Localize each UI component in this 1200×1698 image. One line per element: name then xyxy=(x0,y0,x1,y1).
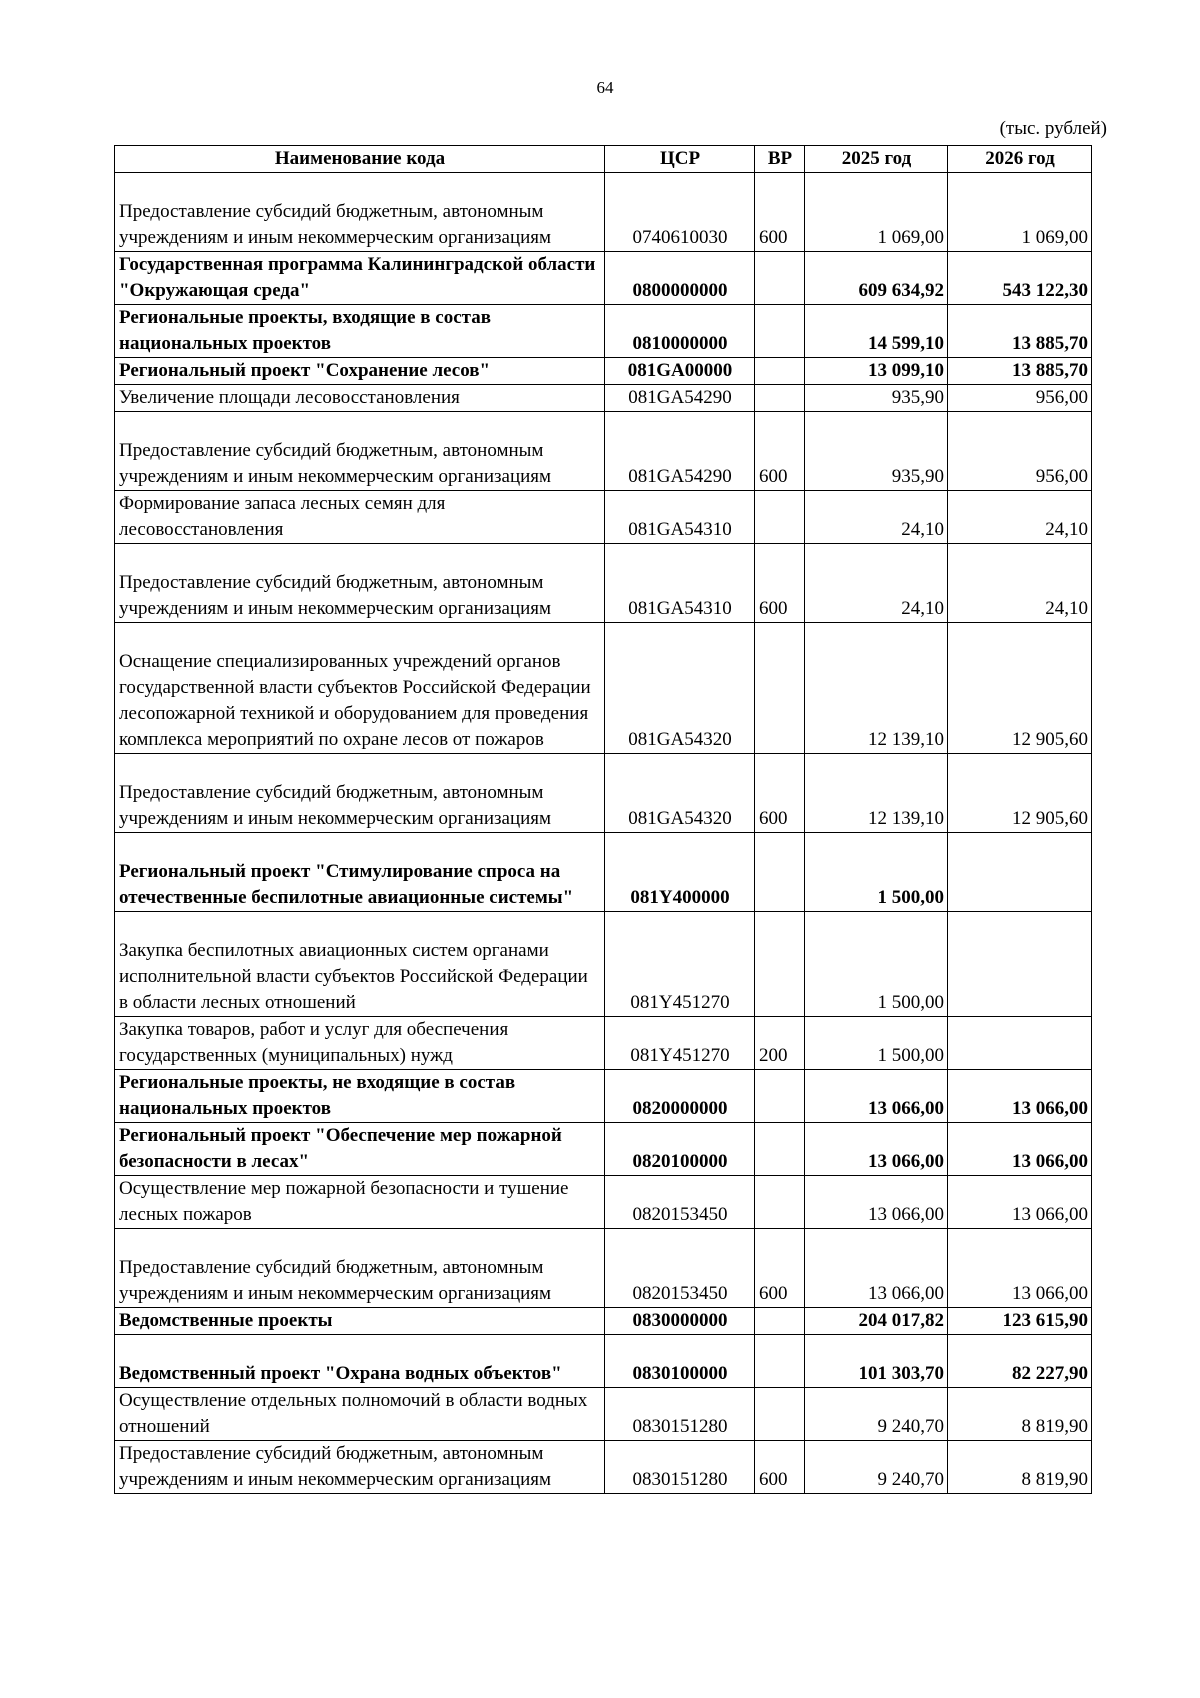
row-2025: 9 240,70 xyxy=(805,1388,948,1441)
table-row xyxy=(115,173,1092,252)
table-row xyxy=(115,623,1092,754)
row-2025: 1 500,00 xyxy=(805,833,948,912)
table-row xyxy=(115,412,1092,491)
row-vr xyxy=(755,912,805,1017)
row-2026 xyxy=(948,1017,1092,1070)
row-vr xyxy=(755,1176,805,1229)
row-csr: 081Y451270 xyxy=(605,912,755,1017)
row-csr: 081Y451270 xyxy=(605,1017,755,1070)
row-name: Региональные проекты, входящие в состав национальных проектов xyxy=(115,305,605,358)
row-2026: 956,00 xyxy=(948,385,1092,412)
table-row xyxy=(115,1441,1092,1494)
header-2026: 2026 год xyxy=(948,146,1092,173)
row-name: Закупка беспилотных авиационных систем органами исполнительной власти субъектов Российской Федерации в области лесных отношений xyxy=(115,912,605,1017)
row-2025: 1 500,00 xyxy=(805,912,948,1017)
row-2025: 13 066,00 xyxy=(805,1070,948,1123)
row-name: Предоставление субсидий бюджетным, автономным учреждениям и иным некоммерческим организациям xyxy=(115,754,605,833)
page-number: 64 xyxy=(596,78,614,97)
row-name: Ведомственные проекты xyxy=(115,1308,605,1335)
row-2025: 13 066,00 xyxy=(805,1229,948,1308)
header-csr: ЦСР xyxy=(605,146,755,173)
row-csr: 081GA54320 xyxy=(605,623,755,754)
row-2026: 13 066,00 xyxy=(948,1123,1092,1176)
row-vr: 600 xyxy=(755,412,805,491)
table-row xyxy=(115,1017,1092,1070)
row-2025: 12 139,10 xyxy=(805,623,948,754)
row-2026: 12 905,60 xyxy=(948,623,1092,754)
row-vr: 600 xyxy=(755,1229,805,1308)
row-csr: 0820153450 xyxy=(605,1176,755,1229)
row-name: Предоставление субсидий бюджетным, автономным учреждениям и иным некоммерческим организациям xyxy=(115,412,605,491)
row-csr: 0830000000 xyxy=(605,1308,755,1335)
row-2025: 9 240,70 xyxy=(805,1441,948,1494)
row-2026: 1 069,00 xyxy=(948,173,1092,252)
row-vr xyxy=(755,358,805,385)
row-csr: 081Y400000 xyxy=(605,833,755,912)
row-vr xyxy=(755,1308,805,1335)
row-vr xyxy=(755,252,805,305)
row-vr xyxy=(755,1388,805,1441)
row-vr: 600 xyxy=(755,544,805,623)
table-row xyxy=(115,754,1092,833)
table-row xyxy=(115,1123,1092,1176)
table-header-row xyxy=(115,146,1092,173)
row-2025: 12 139,10 xyxy=(805,754,948,833)
row-2026 xyxy=(948,833,1092,912)
row-csr: 081GA54310 xyxy=(605,544,755,623)
row-name: Региональный проект "Сохранение лесов" xyxy=(115,358,605,385)
row-csr: 0830151280 xyxy=(605,1388,755,1441)
row-csr: 0830151280 xyxy=(605,1441,755,1494)
header-vr: ВР xyxy=(755,146,805,173)
table-row xyxy=(115,833,1092,912)
table-row xyxy=(115,1070,1092,1123)
table-row xyxy=(115,912,1092,1017)
row-csr: 0830100000 xyxy=(605,1335,755,1388)
row-name: Предоставление субсидий бюджетным, автономным учреждениям и иным некоммерческим организациям xyxy=(115,1441,605,1494)
row-csr: 0800000000 xyxy=(605,252,755,305)
row-2025: 935,90 xyxy=(805,412,948,491)
row-2026: 13 066,00 xyxy=(948,1176,1092,1229)
table-row xyxy=(115,252,1092,305)
row-2026: 13 066,00 xyxy=(948,1229,1092,1308)
row-csr: 081GA54290 xyxy=(605,385,755,412)
row-2026: 82 227,90 xyxy=(948,1335,1092,1388)
table-row xyxy=(115,385,1092,412)
row-2026: 543 122,30 xyxy=(948,252,1092,305)
row-vr xyxy=(755,1335,805,1388)
row-vr xyxy=(755,385,805,412)
row-vr xyxy=(755,623,805,754)
row-2025: 13 099,10 xyxy=(805,358,948,385)
row-2026: 13 885,70 xyxy=(948,305,1092,358)
row-2026: 24,10 xyxy=(948,491,1092,544)
table-row xyxy=(115,358,1092,385)
row-vr xyxy=(755,833,805,912)
header-name: Наименование кода xyxy=(115,146,605,173)
table-row xyxy=(115,1335,1092,1388)
row-2025: 1 500,00 xyxy=(805,1017,948,1070)
row-csr: 0810000000 xyxy=(605,305,755,358)
row-name: Региональные проекты, не входящие в состав национальных проектов xyxy=(115,1070,605,1123)
row-vr xyxy=(755,305,805,358)
row-name: Региональный проект "Стимулирование спроса на отечественные беспилотные авиационные системы" xyxy=(115,833,605,912)
table-row xyxy=(115,1176,1092,1229)
row-name: Предоставление субсидий бюджетным, автономным учреждениям и иным некоммерческим организациям xyxy=(115,1229,605,1308)
row-name: Увеличение площади лесовосстановления xyxy=(115,385,605,412)
row-vr: 600 xyxy=(755,173,805,252)
units-note: (тыс. рублей) xyxy=(999,118,1107,139)
budget-table xyxy=(114,145,1092,1494)
row-vr: 600 xyxy=(755,1441,805,1494)
row-csr: 0820100000 xyxy=(605,1123,755,1176)
table-row xyxy=(115,1388,1092,1441)
row-2026: 13 885,70 xyxy=(948,358,1092,385)
row-2025: 13 066,00 xyxy=(805,1176,948,1229)
row-name: Осуществление отдельных полномочий в области водных отношений xyxy=(115,1388,605,1441)
row-2025: 13 066,00 xyxy=(805,1123,948,1176)
row-name: Формирование запаса лесных семян для лесовосстановления xyxy=(115,491,605,544)
row-csr: 081GA54290 xyxy=(605,412,755,491)
row-2025: 609 634,92 xyxy=(805,252,948,305)
row-name: Осуществление мер пожарной безопасности и тушение лесных пожаров xyxy=(115,1176,605,1229)
row-csr: 081GA54320 xyxy=(605,754,755,833)
row-csr: 081GA54310 xyxy=(605,491,755,544)
row-name: Региональный проект "Обеспечение мер пожарной безопасности в лесах" xyxy=(115,1123,605,1176)
row-2025: 24,10 xyxy=(805,544,948,623)
table-row xyxy=(115,305,1092,358)
row-2026: 956,00 xyxy=(948,412,1092,491)
row-vr: 200 xyxy=(755,1017,805,1070)
row-2025: 14 599,10 xyxy=(805,305,948,358)
row-name: Оснащение специализированных учреждений органов государственной власти субъектов Российской Федерации лесопожарной техникой и оборудованием для проведения комплекса мероприятий по охране лесов от пожаров xyxy=(115,623,605,754)
row-name: Ведомственный проект "Охрана водных объектов" xyxy=(115,1335,605,1388)
row-2025: 101 303,70 xyxy=(805,1335,948,1388)
row-csr: 0740610030 xyxy=(605,173,755,252)
row-name: Предоставление субсидий бюджетным, автономным учреждениям и иным некоммерческим организациям xyxy=(115,544,605,623)
table-row xyxy=(115,544,1092,623)
row-2026: 13 066,00 xyxy=(948,1070,1092,1123)
table-row xyxy=(115,1229,1092,1308)
row-csr: 0820153450 xyxy=(605,1229,755,1308)
row-2026: 24,10 xyxy=(948,544,1092,623)
row-2026: 8 819,90 xyxy=(948,1388,1092,1441)
row-2026 xyxy=(948,912,1092,1017)
row-2025: 24,10 xyxy=(805,491,948,544)
row-2026: 8 819,90 xyxy=(948,1441,1092,1494)
row-vr: 600 xyxy=(755,754,805,833)
row-2025: 1 069,00 xyxy=(805,173,948,252)
table-row xyxy=(115,491,1092,544)
row-csr: 0820000000 xyxy=(605,1070,755,1123)
row-vr xyxy=(755,1123,805,1176)
row-2025: 935,90 xyxy=(805,385,948,412)
row-name: Государственная программа Калининградской области "Окружающая среда" xyxy=(115,252,605,305)
row-name: Предоставление субсидий бюджетным, автономным учреждениям и иным некоммерческим организациям xyxy=(115,173,605,252)
row-name: Закупка товаров, работ и услуг для обеспечения государственных (муниципальных) нужд xyxy=(115,1017,605,1070)
table-row xyxy=(115,1308,1092,1335)
row-vr xyxy=(755,491,805,544)
header-2025: 2025 год xyxy=(805,146,948,173)
row-2026: 12 905,60 xyxy=(948,754,1092,833)
row-2025: 204 017,82 xyxy=(805,1308,948,1335)
row-2026: 123 615,90 xyxy=(948,1308,1092,1335)
row-csr: 081GA00000 xyxy=(605,358,755,385)
row-vr xyxy=(755,1070,805,1123)
